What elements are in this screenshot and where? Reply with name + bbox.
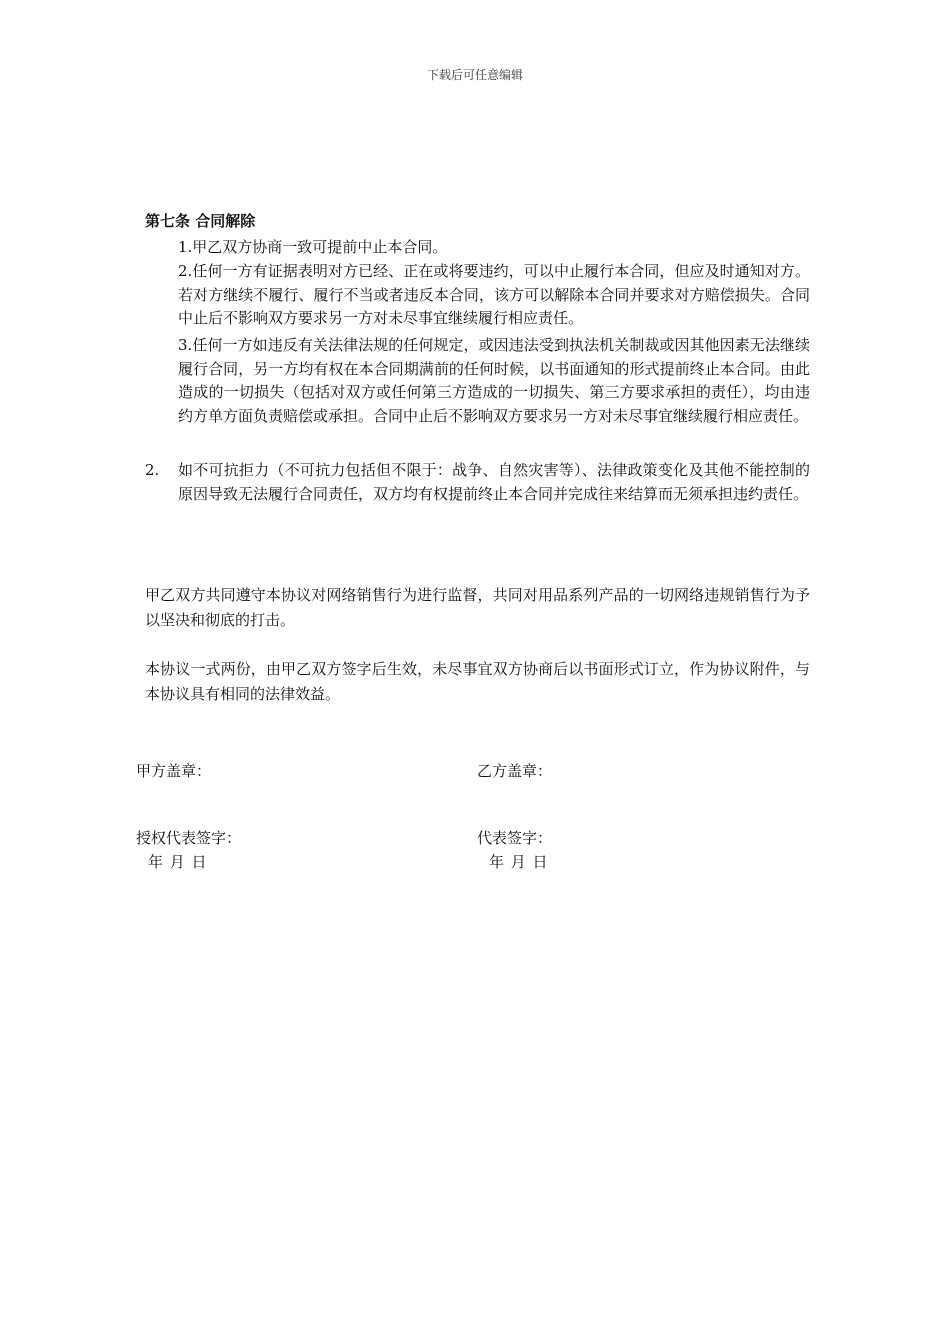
page-header: 下载后可任意编辑 <box>426 68 523 82</box>
party-b-seal-label: 乙方盖章： <box>477 762 553 780</box>
party-a-representative-label: 授权代表签字： <box>136 829 242 847</box>
clause-2: 2.任何一方有证据表明对方已经、正在或将要违约，可以中止履行本合同，但应及时通知对方。若对方继续不履行、履行不当或者违反本合同，该方可以解除本合同并要求对方赔偿损失。合同中止后不影响双方要求另一方对未尽事宜继续履行相应责任。 <box>178 262 810 327</box>
clause-force-majeure-number: 2. <box>145 461 160 479</box>
party-b-representative-label: 代表签字： <box>477 829 553 847</box>
party-b-date-label: 年 月 日 <box>489 853 548 871</box>
clause-1: 1.甲乙双方协商一致可提前中止本合同。 <box>178 238 448 256</box>
paragraph-supervision: 甲乙双方共同遵守本协议对网络销售行为进行监督，共同对用品系列产品的一切网络违规销售行为予以坚决和彻底的打击。 <box>145 586 810 629</box>
paragraph-copies: 本协议一式两份，由甲乙双方签字后生效，未尽事宜双方协商后以书面形式订立，作为协议附件，与本协议具有相同的法律效益。 <box>145 660 810 703</box>
article-title: 第七条 合同解除 <box>145 212 256 230</box>
party-a-date-label: 年 月 日 <box>148 853 207 871</box>
clause-3: 3.任何一方如违反有关法律法规的任何规定，或因违法受到执法机关制裁或因其他因素无法继续履行合同，另一方均有权在本合同期满前的任何时候，以书面通知的形式提前终止本合同。由此造成的一切损失（包括对双方或任何第三方造成的一切损失、第三方要求承担的责任），均由违约方单方面负责赔偿或承担。合同中止后不影响双方要求另一方对未尽事宜继续履行相应责任。 <box>178 336 810 425</box>
party-a-seal-label: 甲方盖章： <box>136 762 212 780</box>
clause-force-majeure: 如不可抗拒力（不可抗力包括但不限于：战争、自然灾害等）、法律政策变化及其他不能控制的原因导致无法履行合同责任，双方均有权提前终止本合同并完成往来结算而无须承担违约责任。 <box>178 461 810 503</box>
